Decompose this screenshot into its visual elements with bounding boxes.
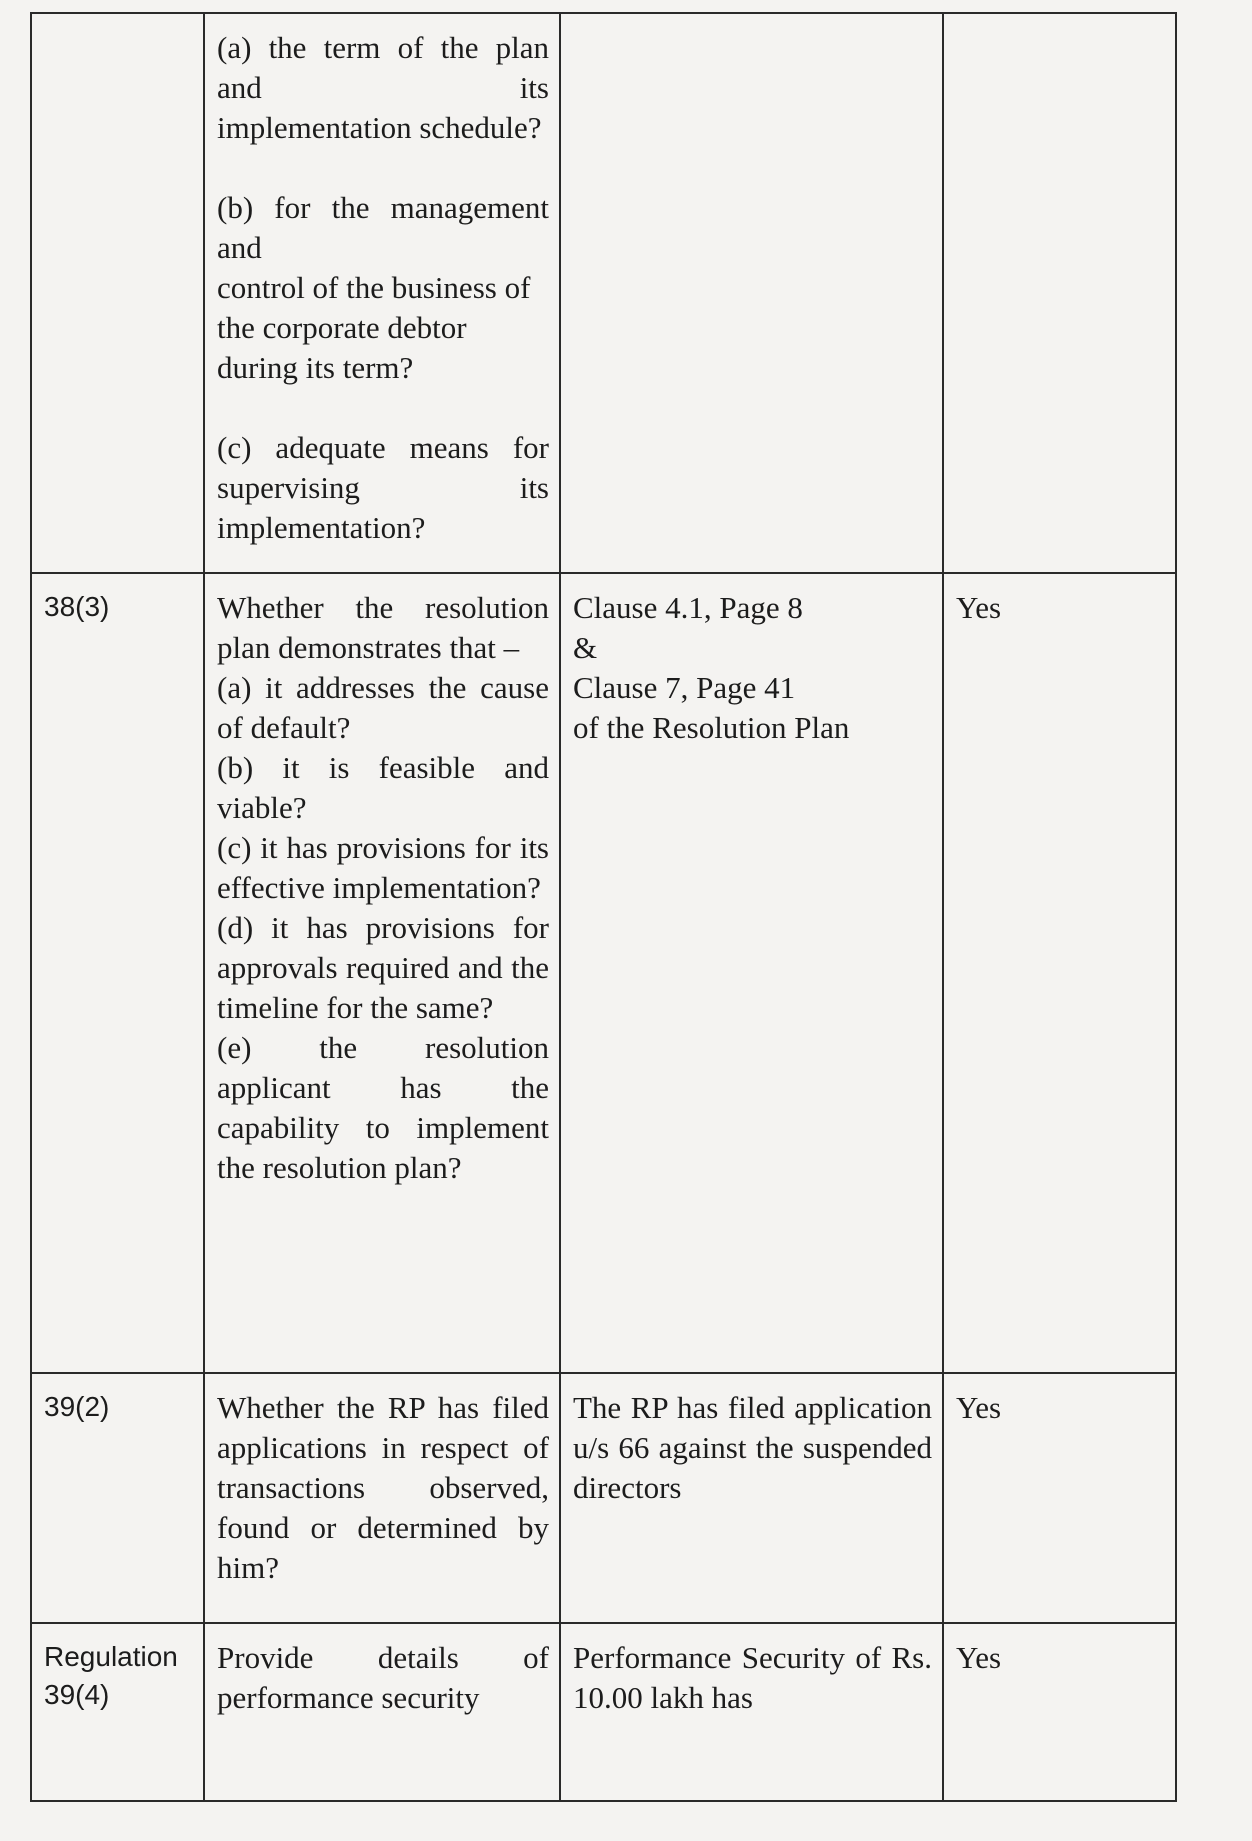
question-cell xyxy=(204,13,560,573)
question-a-line: (a) the term of the plan and its xyxy=(217,30,549,105)
reference-cell xyxy=(560,573,943,1373)
question-item-a: (a) it addresses the cause of default? xyxy=(217,670,549,745)
question-item-d: (d) it has provisions for approvals required and the timeline for the same? xyxy=(217,910,549,1025)
table-row xyxy=(31,1373,1176,1623)
table-row xyxy=(31,13,1176,573)
section-cell xyxy=(31,1623,204,1801)
reference-line: & xyxy=(573,630,598,665)
section-line: Regulation xyxy=(44,1641,178,1672)
question-cell: Whether the RP has filed applications in respect of transactions observed, found or determined by him? xyxy=(204,1373,560,1623)
section-line: 39(4) xyxy=(44,1679,110,1710)
section-cell: 39(2) xyxy=(31,1373,204,1623)
compliance-cell xyxy=(943,13,1176,573)
table-row xyxy=(31,1623,1176,1801)
question-c-line: (c) adequate means for supervising its xyxy=(217,430,549,505)
question-c-line: implementation? xyxy=(217,510,426,545)
reference-line: Clause 4.1, Page 8 xyxy=(573,590,803,625)
section-cell: 38(3) xyxy=(31,573,204,1373)
compliance-cell: Yes xyxy=(943,1623,1176,1801)
question-item-c: (c) it has provisions for its effective implementation? xyxy=(217,830,549,905)
question-intro: Whether the resolution plan demonstrates that – xyxy=(217,590,549,665)
table-row xyxy=(31,573,1176,1373)
compliance-cell: Yes xyxy=(943,1373,1176,1623)
question-b-line: (b) for the management and xyxy=(217,190,549,265)
question-b-line: control of the business of the corporate debtor during its term? xyxy=(217,270,531,385)
reference-cell: Performance Security of Rs. 10.00 lakh has xyxy=(560,1623,943,1801)
question-a-line: implementation schedule? xyxy=(217,110,542,145)
reference-cell: The RP has filed application u/s 66 against the suspended directors xyxy=(560,1373,943,1623)
reference-line: of the Resolution Plan xyxy=(573,710,850,745)
question-item-e: (e) the resolution applicant has the capability to implement the resolution plan? xyxy=(217,1030,549,1185)
question-cell xyxy=(204,573,560,1373)
question-item-b: (b) it is feasible and viable? xyxy=(217,750,549,825)
compliance-table xyxy=(30,12,1177,1802)
compliance-cell: Yes xyxy=(943,573,1176,1373)
section-cell xyxy=(31,13,204,573)
reference-cell xyxy=(560,13,943,573)
reference-line: Clause 7, Page 41 xyxy=(573,670,796,705)
question-cell: Provide details of performance security xyxy=(204,1623,560,1801)
